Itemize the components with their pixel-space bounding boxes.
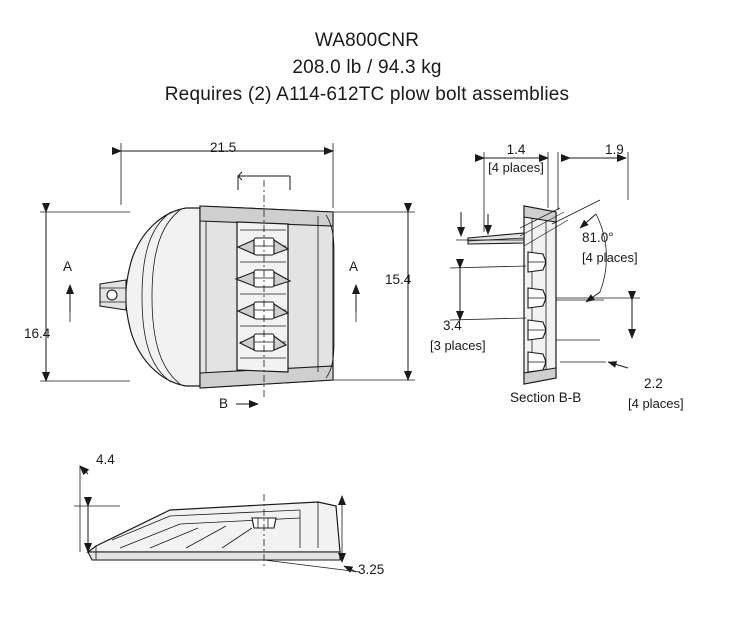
dim-front-height-inner xyxy=(333,212,415,380)
label-profile-4-4: 4.4 xyxy=(96,452,115,467)
dim-side-1-9 xyxy=(558,152,628,210)
label-section-a-left: A xyxy=(63,259,73,274)
label-side-3-4-note: [3 places] xyxy=(430,338,486,353)
label-section-a-right: A xyxy=(349,259,359,274)
label-front-height-inner: 15.4 xyxy=(385,272,412,287)
label-section-b: B xyxy=(219,396,229,411)
label-section-caption: Section B-B xyxy=(510,390,582,405)
part-number: WA800CNR xyxy=(314,30,420,51)
label-front-height-outer: 16.4 xyxy=(24,326,51,341)
label-side-1-4-note: [4 places] xyxy=(488,160,544,175)
label-side-2-2: 2.2 xyxy=(644,376,663,391)
label-side-angle: 81.0° xyxy=(582,230,614,245)
label-profile-3-25: 3.25 xyxy=(358,562,385,577)
label-side-angle-note: [4 places] xyxy=(582,250,638,265)
label-side-2-2-note: [4 places] xyxy=(628,396,684,411)
front-view-geometry xyxy=(100,172,334,398)
label-front-width: 21.5 xyxy=(210,140,237,155)
part-requirement: Requires (2) A114-612TC plow bolt assemblies xyxy=(164,83,570,105)
part-weight: 208.0 lb / 94.3 kg xyxy=(292,56,442,78)
dim-side-2-2 xyxy=(556,298,640,368)
label-side-3-4: 3.4 xyxy=(443,318,462,333)
label-side-1-4: 1.4 xyxy=(506,142,526,157)
section-view-geometry xyxy=(468,200,606,384)
dim-side-3-4 xyxy=(450,266,526,320)
profile-view-geometry xyxy=(74,466,360,572)
label-side-1-9: 1.9 xyxy=(605,142,624,157)
